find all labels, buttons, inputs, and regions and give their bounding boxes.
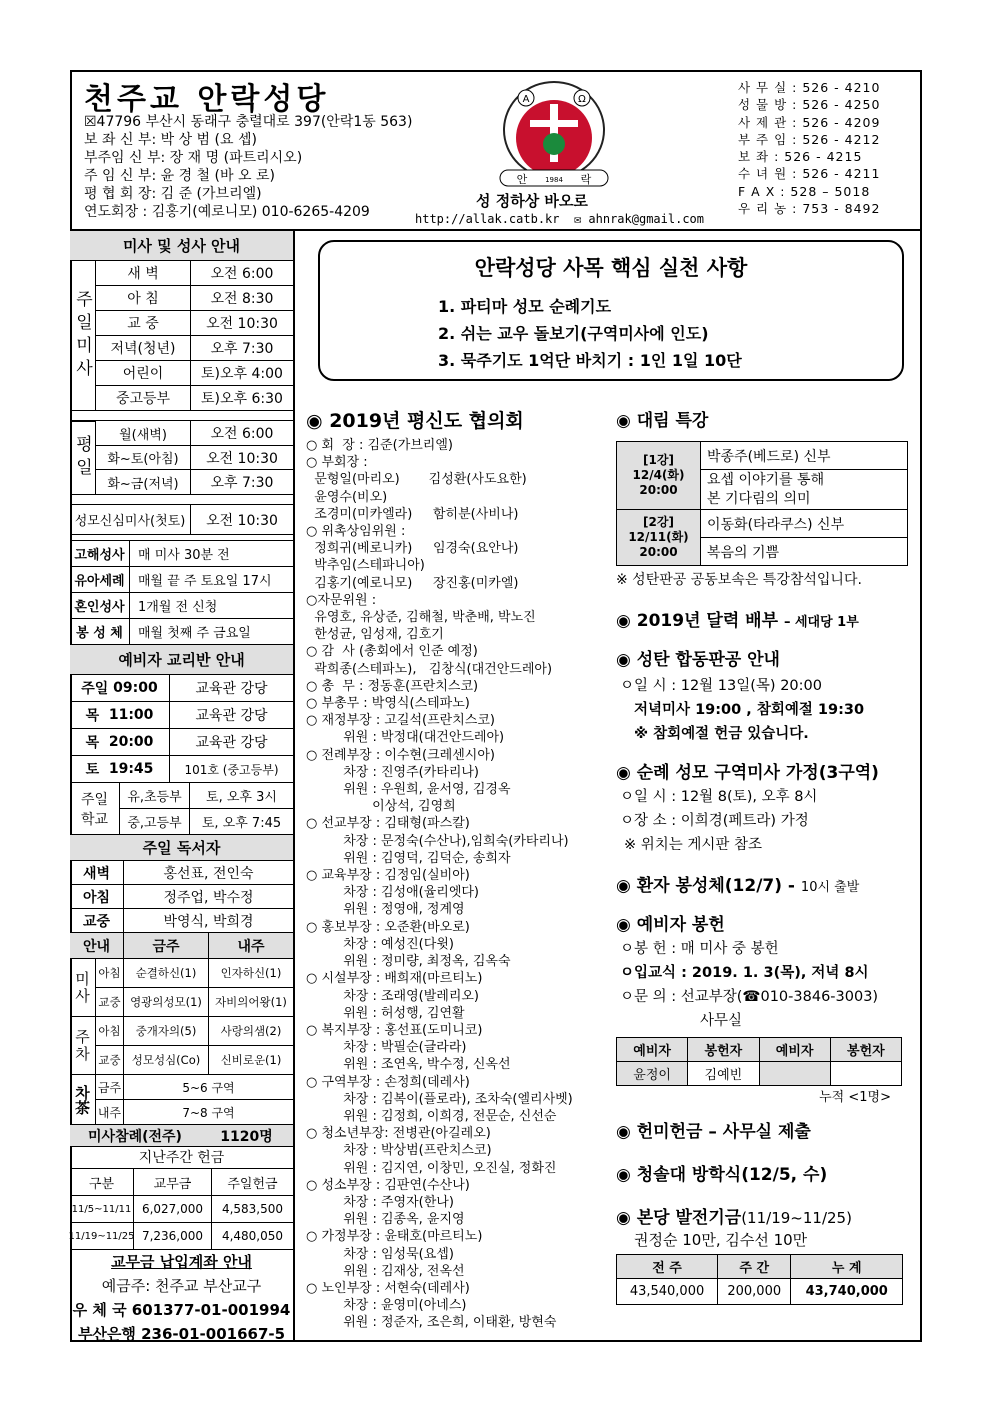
council-line: ○ 노인부장 : 서현숙(데레사) — [306, 1280, 470, 1296]
phone-list — [738, 79, 880, 217]
sacrament-row: 혼인성사 1개월 전 신청 — [70, 593, 293, 619]
sunday-row: 아 침 오전 8:30 — [96, 286, 293, 311]
patron-saint: 성 정하상 바오로 — [476, 192, 588, 210]
council-line: 한성균, 임성재, 김호기 — [306, 627, 444, 643]
council-line: ○자문위원 : — [306, 592, 377, 608]
council-line: ○ 청소년부장: 전병관(아길레오) — [306, 1126, 491, 1142]
advent-title: ◉ 대림 특강 — [616, 411, 709, 431]
council-line: ○ 성소부장 : 김판연(수산나) — [306, 1177, 470, 1193]
address: ☒47796 부산시 동래구 충렬대로 397(안락1동 563) — [84, 114, 413, 130]
offering-head: 구분 교무금 주일헌금 — [70, 1169, 293, 1196]
logo-left: 안 — [516, 173, 528, 186]
fund-donors: 권정순 10만, 김수선 10만 — [634, 1231, 808, 1249]
cat-line: ㅇ봉 헌 : 매 미사 중 봉헌 — [620, 941, 779, 957]
email-link[interactable]: ✉ ahnrak@gmail.com — [573, 212, 704, 226]
reader-title: 주일 독서자 — [70, 835, 293, 861]
council-line: ○ 선교부장 : 김태형(파스칼) — [306, 816, 470, 832]
parish-title: 천주교 안락성당 — [84, 82, 330, 117]
duty-row: 아침 중개자의(5) 사랑의샘(2) — [96, 1017, 293, 1046]
banner-item: 3. 묵주기도 1억단 바치기 : 1인 1일 10단 — [438, 351, 742, 370]
council-line: 위원 : 김영덕, 김덕순, 송희자 — [306, 850, 511, 866]
cat-line: 사무실 — [700, 1013, 743, 1029]
council-line: ○ 교육부장 : 김정임(실비아) — [306, 868, 470, 884]
tithe-notice: ◉ 헌미헌금 – 사무실 제출 — [616, 1122, 811, 1142]
council-line: 위원 : 김재상, 전옥선 — [306, 1263, 465, 1279]
council-line: 정희귀(베로니카) 임경숙(요안나) — [306, 541, 519, 557]
council-line: ○ 복지부장 : 홍선표(도미니코) — [306, 1022, 483, 1038]
catechumen-offering-title: ◉ 예비자 봉헌 — [616, 915, 725, 935]
weekday-label: 평일 — [70, 421, 96, 495]
sunday-row: 교 중 오전 10:30 — [96, 311, 293, 336]
council-line: 곽희종(스테파노), 김창식(대건안드레아) — [306, 661, 553, 677]
council-line: 이상석, 김영희 — [306, 799, 456, 815]
council-line: 차장 : 주영자(한나) — [306, 1194, 454, 1210]
council-line: 위원 : 김종옥, 윤지영 — [306, 1212, 465, 1228]
fund-table: 전 주 주 간 누 계 43,540,000 200,000 43,740,000 — [616, 1254, 903, 1305]
cate-row: 목 11:00 교육관 강당 — [70, 702, 293, 729]
sunday-row: 어린이 토)오후 4:00 — [96, 361, 293, 386]
alpha-text: A — [522, 94, 530, 105]
duty-row: 아침 순결하신(1) 인자하신(1) — [96, 959, 293, 988]
council-line: 김홍기(예로니모) 장진홍(미카엘) — [306, 575, 519, 591]
banner-title: 안락성당 사목 핵심 실천 사항 — [474, 256, 748, 280]
staff-line: 주 임 신 부: 윤 경 철 (바 오 로) — [84, 168, 275, 184]
mass-title: 미사 및 성사 안내 — [70, 231, 293, 261]
staff-line: 보 좌 신 부: 박 상 범 (요 셉) — [84, 132, 257, 148]
cate-row: 주일 09:00 교육관 강당 — [70, 675, 293, 702]
account-line: 부산은행 236-01-001667-5 — [77, 1325, 286, 1343]
council-line: 차장 : 박필순(글라라) — [306, 1040, 467, 1056]
offering-row: 11/5~11/11 6,027,000 4,583,500 — [70, 1196, 293, 1223]
duty-row: 교중 영광의성모(1) 자비의어왕(1) — [96, 988, 293, 1017]
attendance-row: 미사참례(전주) 1120명 — [70, 1125, 293, 1147]
council-line: ○ 부회장 : — [306, 455, 368, 471]
council-line: ○ 전례부장 : 이수현(크레센시아) — [306, 747, 495, 763]
phone-line: 수 녀 원 : 526 - 4211 — [738, 166, 881, 182]
omega-text: Ω — [578, 94, 586, 105]
offering-title: 지난주간 헌금 — [70, 1147, 293, 1169]
weekday-row: 화~금(저녁) 오후 7:30 — [96, 470, 293, 495]
account-line: 예금주: 천주교 부산교구 — [101, 1277, 262, 1295]
council-line: 위원 : 허성행, 김연활 — [306, 1005, 465, 1021]
council-line: 차장 : 예성진(다윗) — [306, 936, 454, 952]
tea-row: 내주 7~8 구역 — [96, 1100, 293, 1125]
duty-mi: 미사 — [70, 959, 96, 1017]
council-line: ○ 구역부장 : 손정희(데레사) — [306, 1074, 470, 1090]
council-line: 위원 : 김지연, 이창민, 오진실, 정화진 — [306, 1160, 557, 1176]
spacer — [70, 411, 293, 421]
spacer — [70, 495, 293, 505]
school-row: 유,초등부 토, 오후 3시 — [120, 783, 293, 809]
council-line: ○ 재정부장 : 고길석(프란치스코) — [306, 713, 495, 729]
duty-ju: 주차 — [70, 1017, 96, 1075]
council-line: 차장 : 문정숙(수산나),임희숙(카타리나) — [306, 833, 569, 849]
duty-row: 교중 성모성심(Co) 신비로운(1) — [96, 1046, 293, 1075]
council-line: 조경미(미카엘라) 함히분(사비나) — [306, 506, 519, 522]
phone-line: 우 리 농 : 753 - 8492 — [738, 201, 881, 217]
left-sidebar — [68, 231, 295, 1343]
council-line: 박추임(스테파니아) — [306, 558, 425, 574]
council-line: 차장 : 윤영미(아네스) — [306, 1298, 467, 1314]
staff-line: 평 협 회 장: 김 준 (가브리엘) — [84, 186, 262, 202]
first-sat-row: 성모신심미사(첫토) 오전 10:30 — [70, 505, 293, 535]
sunday-row: 새 벽 오전 6:00 — [96, 261, 293, 286]
council-line: 차장 : 박상범(프란치스코) — [306, 1143, 492, 1159]
school-label: 주일학교 — [70, 783, 120, 835]
council-line: 위원 : 박정대(대건안드레아) — [306, 730, 505, 746]
catechumen-title: 예비자 교리반 안내 — [70, 645, 293, 675]
council-line: ○ 위촉상임위원 : — [306, 524, 406, 540]
phone-line: 사 제 관 : 526 - 4209 — [738, 114, 881, 130]
conf-line: ※ 참회예절 헌금 있습니다. — [634, 726, 809, 742]
council-line: 위원 : 정영애, 정계영 — [306, 902, 465, 918]
council-line: 위원 : 정미량, 최정옥, 김옥숙 — [306, 954, 511, 970]
cat-line: ㅇ입교식 : 2019. 1. 3(목), 저녁 8시 — [620, 965, 869, 981]
phone-line: 부 주 임 : 526 - 4212 — [738, 131, 881, 147]
pilgrim-line: ㅇ일 시 : 12월 8(토), 오후 8시 — [620, 789, 818, 805]
council-line: ○ 가정부장 : 윤태호(마르티노) — [306, 1229, 483, 1245]
account-line: 우 체 국 601377-01-001994 — [72, 1301, 291, 1319]
staff-line: 부주임 신 부: 장 재 명 (파트리시오) — [84, 150, 303, 166]
reader-row: 아침 정주업, 박수정 — [70, 885, 293, 909]
reader-row: 교중 박영식, 박희경 — [70, 909, 293, 933]
calendar-notice: ◉ 2019년 달력 배부 – 세대당 1부 — [616, 611, 859, 631]
sunday-row: 중고등부 토)오후 6:30 — [96, 386, 293, 411]
logo-right: 락 — [580, 173, 592, 186]
youth-notice: ◉ 청솔대 방학식(12/5, 수) — [616, 1165, 828, 1185]
notices-section — [616, 406, 916, 1305]
cat-line: ㅇ문 의 : 선교부장(☎010-3846-3003) — [620, 989, 879, 1005]
duty-head: 안내 금주 내주 — [70, 933, 293, 959]
cate-row: 토 19:45 101호 (중고등부) — [70, 756, 293, 783]
council-line: ○ 부총무 : 박영식(스테파노) — [306, 696, 470, 712]
phone-line: 성 물 방 : 526 - 4250 — [738, 97, 881, 113]
council-line: 차장 : 김성애(율리엣다) — [306, 885, 480, 901]
sacrament-row: 유아세례 매월 끝 주 토요일 17시 — [70, 567, 293, 593]
conf-line: ㅇ일 시 : 12월 13일(목) 20:00 — [620, 678, 822, 694]
council-line: 위원 : 김정희, 이희경, 전문순, 신선순 — [306, 1108, 557, 1124]
account-block — [70, 1250, 293, 1346]
confession-title: ◉ 성탄 합동판공 안내 — [616, 650, 780, 670]
council-line: 문형일(마리오) 김성환(사도요한) — [306, 472, 527, 488]
conf-line: 저녁미사 19:00 , 참회예절 19:30 — [634, 702, 865, 718]
phone-line: 사 무 실 : 526 - 4210 — [738, 80, 881, 95]
pilgrim-title: ◉ 순례 성모 구역미사 가정(3구역) — [616, 763, 879, 783]
pastoral-banner — [318, 240, 904, 381]
council-line: 위원 : 우원희, 윤서영, 김경옥 — [306, 782, 511, 798]
council-line: 위원 : 조연옥, 박수정, 신옥선 — [306, 1057, 511, 1073]
catechumen-table: 예비자 봉헌자 예비자 봉헌자 윤정이 김예빈 — [616, 1037, 902, 1086]
phone-line: F A X : 528 – 5018 — [738, 183, 871, 199]
sick-notice: ◉ 환자 봉성체(12/7) - 10시 출발 — [616, 876, 860, 896]
pilgrim-line: ㅇ장 소 : 이희경(페트라) 가정 — [620, 813, 809, 829]
offering-row: 11/19~11/25 7,236,000 4,480,050 — [70, 1223, 293, 1250]
council-line: 차장 : 진영주(카타리나) — [306, 764, 480, 780]
cat-total: 누적 <1명> — [819, 1090, 891, 1105]
council-line: 차장 : 임성묵(요셉) — [306, 1246, 454, 1262]
duty-cha: 차茶 — [70, 1075, 96, 1125]
website-link[interactable]: http://allak.catb.kr — [415, 212, 560, 226]
fund-title: ◉ 본당 발전기금(11/19~11/25) — [616, 1208, 852, 1228]
council-line: 차장 : 조래영(발레리오) — [306, 988, 480, 1004]
council-title: ◉ 2019년 평신도 협의회 — [306, 410, 524, 432]
banner-item: 1. 파티마 성모 순례기도 — [438, 297, 612, 316]
school-row: 중,고등부 토, 오후 7:45 — [120, 809, 293, 835]
logo-year: 1984 — [545, 176, 563, 184]
sacrament-row: 고해성사 매 미사 30분 전 — [70, 541, 293, 567]
cate-row: 목 20:00 교육관 강당 — [70, 729, 293, 756]
reader-row: 새벽 홍선표, 전인숙 — [70, 861, 293, 885]
advent-table: [1강] 12/4(화) 20:00 박종주(베드로) 신부 요셉 이야기를 통해 본 기다림의 의미 [2강] 12/11(화) 20:00 이동화(타라쿠스) 신부 복음의 기쁨 — [616, 441, 908, 566]
banner-item: 2. 쉬는 교우 돌보기(구역미사에 인도) — [438, 324, 709, 343]
council-line: 유영호, 유상준, 김해철, 박춘배, 박노진 — [306, 610, 536, 626]
address-block — [84, 113, 412, 221]
advent-note: ※ 성탄판공 공동보속은 특강참석입니다. — [616, 572, 862, 588]
council-line: ○ 총 무 : 정동훈(프란치스코) — [306, 678, 479, 694]
council-line: ○ 감 사 (총회에서 인준 예정) — [306, 644, 478, 660]
council-line: ○ 시설부장 : 배희재(마르티노) — [306, 971, 483, 987]
parish-logo — [494, 78, 614, 198]
website-line — [415, 212, 704, 226]
tea-row: 금주 5~6 구역 — [96, 1075, 293, 1100]
phone-line: 보 좌 : 526 - 4215 — [738, 149, 863, 165]
council-line: ○ 홍보부장 : 오준환(바오로) — [306, 919, 470, 935]
council-line: 윤영수(비오) — [306, 489, 388, 505]
weekday-row: 화~토(아침) 오전 10:30 — [96, 446, 293, 470]
sacrament-row: 봉 성 체 매월 첫째 주 금요일 — [70, 619, 293, 645]
council-line: 위원 : 정준자, 조은희, 이태환, 방현숙 — [306, 1315, 557, 1331]
sunday-row: 저녁(청년) 오후 7:30 — [96, 336, 293, 361]
sunday-label: 주일미사 — [70, 261, 96, 411]
account-title: 교무금 납입계좌 안내 — [111, 1253, 252, 1271]
council-line: ○ 회 장 : 김준(가브리엘) — [306, 438, 453, 453]
weekday-row: 월(새벽) 오전 6:00 — [96, 421, 293, 446]
council-section — [306, 406, 606, 1332]
pilgrim-line: ※ 위치는 게시판 참조 — [624, 837, 763, 853]
staff-line: 연도회장 : 김홍기(예로니모) 010-6265-4209 — [84, 204, 370, 220]
council-line: 차장 : 김복이(플로라), 조차숙(엘리사벳) — [306, 1091, 573, 1107]
council-list — [306, 437, 606, 1332]
